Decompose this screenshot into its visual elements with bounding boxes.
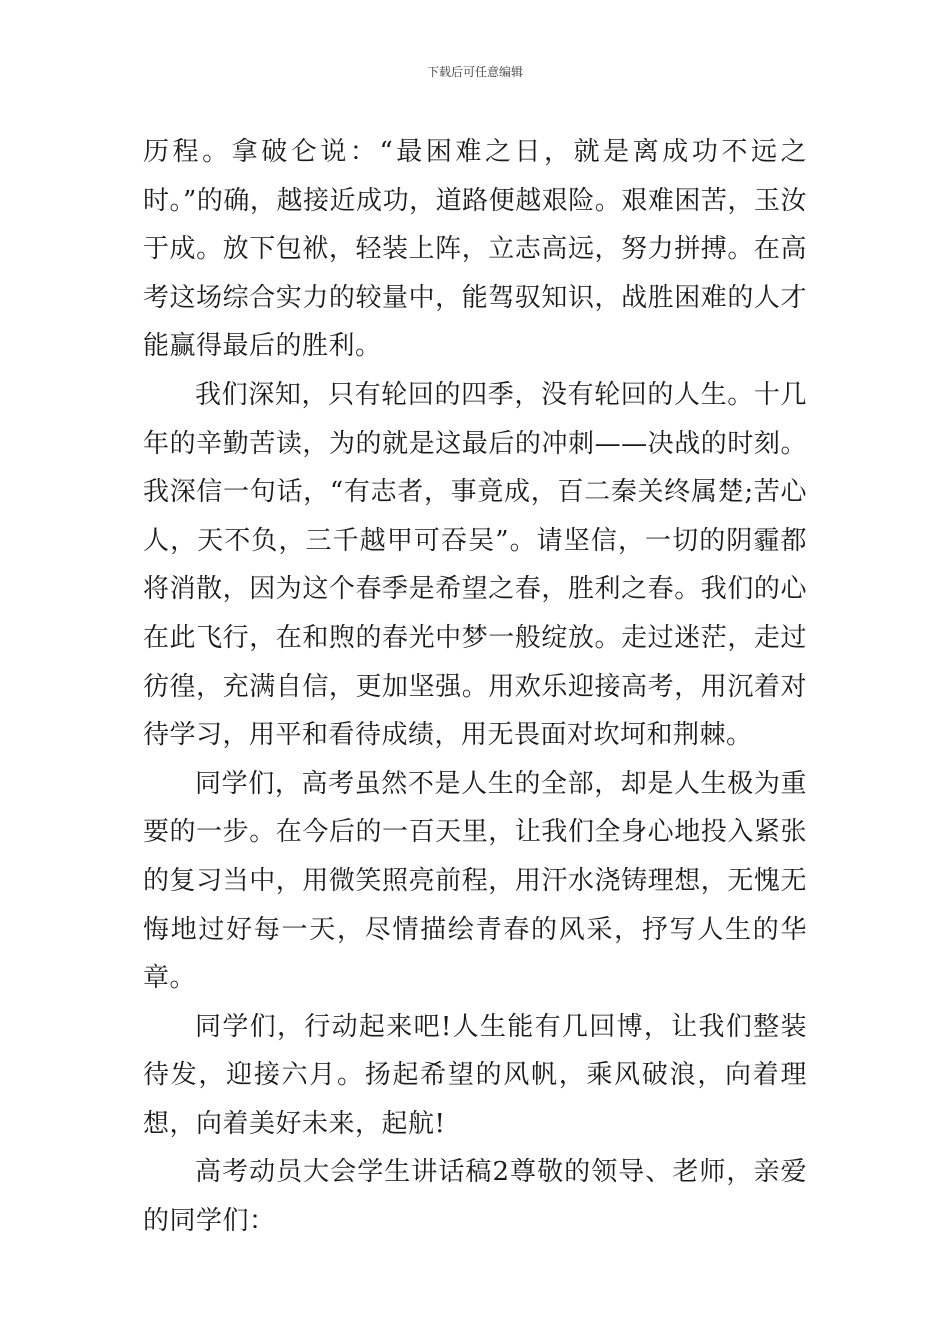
paragraph-heading: 高考动员大会学生讲话稿2尊敬的领导、老师，亲爱的同学们： bbox=[143, 1157, 807, 1237]
page-header: 下载后可任意编辑 bbox=[426, 65, 523, 79]
paragraph-continuation: 历程。拿破仑说：“最困难之日，就是离成功不远之时。”的确，越接近成功，道路便越艰险。艰难困苦，玉汝于成。放下包袱，轻装上阵，立志高远，努力拼搏。在高考这场综合实力的较量中，能驾驭知识，战胜困难的人才能赢得最后的胜利。 bbox=[143, 137, 807, 362]
document-body bbox=[143, 128, 807, 1246]
paragraph: 同学们，高考虽然不是人生的全部，却是人生极为重要的一步。在今后的一百天里，让我们全身心地投入紧张的复习当中，用微笑照亮前程，用汗水浇铸理想，无愧无悔地过好每一天，尽情描绘青春的风采，抒写人生的华章。 bbox=[143, 768, 807, 994]
paragraph: 我们深知，只有轮回的四季，没有轮回的人生。十几年的辛勤苦读，为的就是这最后的冲刺——决战的时刻。我深信一句话，“有志者，事竟成，百二秦关终属楚;苦心人，天不负，三千越甲可吞吴”。请坚信，一切的阴霾都将消散，因为这个春季是希望之春，胜利之春。我们的心在此飞行，在和煦的春光中梦一般绽放。走过迷茫，走过彷徨，充满自信，更加坚强。用欢乐迎接高考，用沉着对待学习，用平和看待成绩，用无畏面对坎坷和荆棘。 bbox=[143, 379, 807, 751]
paragraph: 同学们，行动起来吧!人生能有几回博，让我们整装待发，迎接六月。扬起希望的风帆，乘风破浪，向着理想，向着美好未来，起航! bbox=[143, 1011, 807, 1139]
